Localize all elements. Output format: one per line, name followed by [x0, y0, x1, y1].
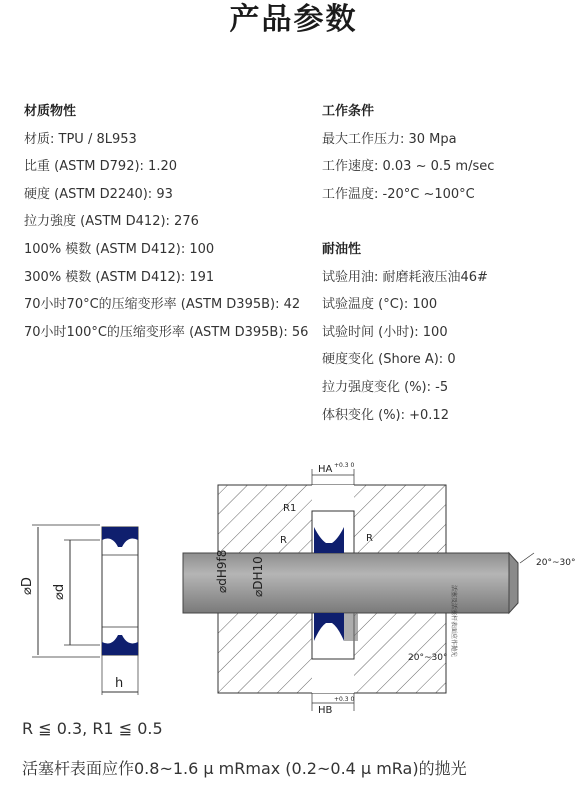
dim-D-label: ⌀D — [20, 577, 35, 595]
seal-technical-drawing — [0, 455, 587, 717]
conditions-section — [322, 98, 494, 429]
seal-top-profile — [102, 527, 138, 547]
dim-dH9f8-label: ⌀dH9f8 — [215, 549, 229, 593]
ha-tol: +0.3 0 — [334, 462, 355, 469]
hb-tol: +0.3 0 — [334, 696, 355, 703]
angle-groove-label: 20°~30° — [408, 653, 448, 663]
material-item: 70小时70°C的压缩变形率 (ASTM D395B): 42 — [24, 297, 301, 313]
material-properties-section — [24, 98, 308, 346]
dim-DH10-label: ⌀DH10 — [251, 556, 265, 597]
r-right-label: R — [366, 533, 373, 544]
hb-label: HB — [318, 705, 333, 716]
material-item: 材质: TPU / 8L953 — [24, 131, 137, 147]
material-item: 300% 模数 (ASTM D412): 191 — [24, 269, 215, 285]
material-item: 100% 模数 (ASTM D412): 100 — [24, 241, 215, 257]
r1-label: R1 — [283, 503, 297, 514]
material-heading: 材质物性 — [24, 104, 77, 119]
oil-item: 硬度变化 (Shore A): 0 — [322, 352, 456, 368]
working-heading: 工作条件 — [322, 104, 375, 119]
r-left-label: R — [280, 535, 287, 546]
material-item: 硬度 (ASTM D2240): 93 — [24, 186, 173, 202]
installation-view — [183, 462, 575, 716]
seal-bottom-profile — [102, 635, 138, 655]
ha-label: HA — [318, 464, 333, 475]
oil-item: 试验用油: 耐磨耗液压油46# — [322, 269, 488, 285]
working-item: 最大工作压力: 30 Mpa — [322, 131, 457, 147]
dim-h-label: h — [115, 676, 124, 691]
dim-d-label: ⌀d — [52, 583, 67, 600]
material-item: 拉力強度 (ASTM D412): 276 — [24, 214, 199, 230]
material-item: 70小时100°C的压缩变形率 (ASTM D395B): 56 — [24, 324, 309, 340]
working-item: 工作温度: -20°C ~100°C — [322, 186, 475, 202]
radius-note: R ≦ 0.3, R1 ≦ 0.5 — [22, 719, 163, 738]
working-item: 工作速度: 0.03 ~ 0.5 m/sec — [322, 159, 495, 175]
page-title: 产品参数 — [229, 2, 358, 37]
piston-rod — [183, 553, 509, 613]
seal-section-view — [20, 525, 138, 695]
side-note: 活塞及活塞杆表面应作抛光 — [450, 585, 457, 658]
oil-item: 体积变化 (%): +0.12 — [322, 407, 449, 423]
material-item: 比重 (ASTM D792): 1.20 — [24, 159, 177, 175]
surface-finish-note: 活塞杆表面应作0.8~1.6 μ mRmax (0.2~0.4 μ mRa)的拋光 — [22, 759, 467, 778]
oil-item: 拉力强度变化 (%): -5 — [322, 379, 449, 395]
oil-item: 试验时间 (小时): 100 — [322, 324, 448, 340]
oil-item: 试验温度 (°C): 100 — [322, 297, 438, 313]
oil-heading: 耐油性 — [322, 241, 362, 257]
angle-rod-label: 20°~30° — [536, 558, 576, 568]
